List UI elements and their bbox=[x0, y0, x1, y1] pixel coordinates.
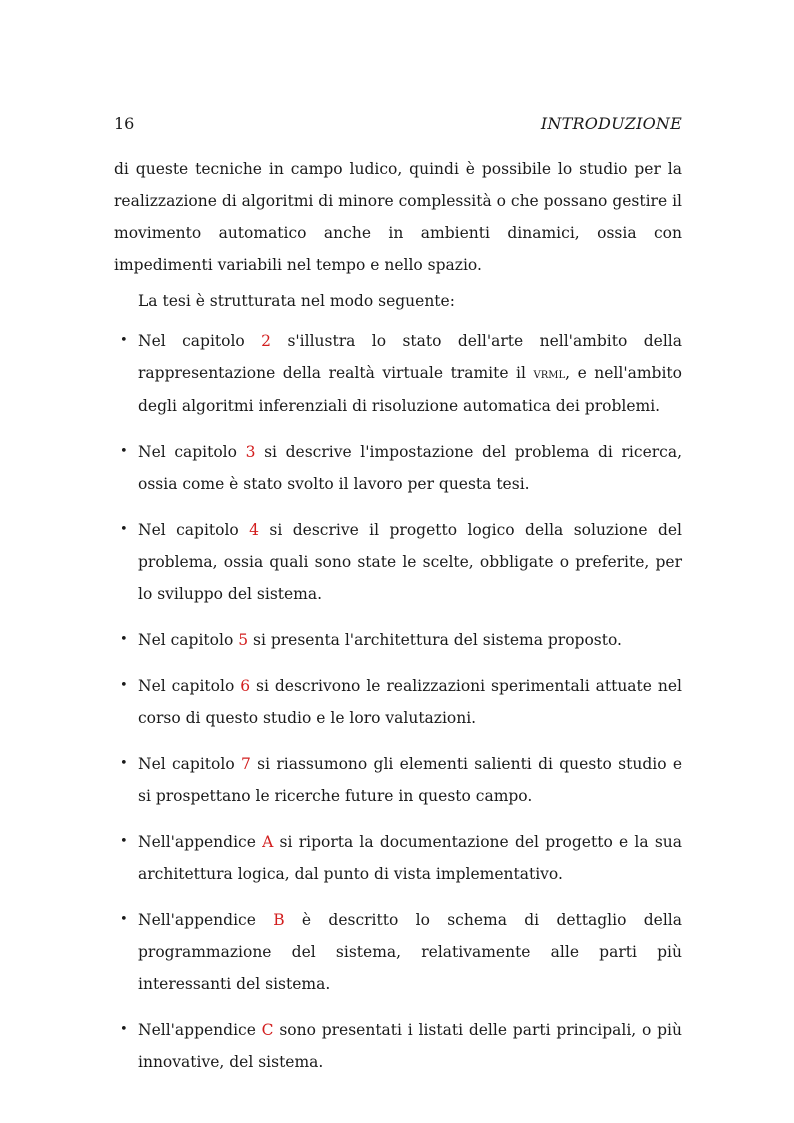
list-item bbox=[114, 904, 682, 1000]
bullet-icon: • bbox=[120, 678, 128, 693]
structure-intro: La tesi è strutturata nel modo seguente: bbox=[138, 292, 455, 310]
bullet-icon: • bbox=[120, 834, 128, 849]
intro-paragraph: di queste tecniche in campo ludico, quindi è possibile lo studio per la realizzazione di algoritmi di minore complessità o che possano gestire il movimento automatico anche in ambienti dinamici, ossia con impedimenti variabili nel tempo e nello spazio. bbox=[114, 160, 682, 274]
item-prefix: Nel capitolo bbox=[138, 631, 239, 649]
cross-reference-link[interactable]: 5 bbox=[238, 631, 249, 649]
acronym: vrml bbox=[533, 366, 566, 382]
list-item bbox=[114, 748, 682, 812]
item-prefix: Nel capitolo bbox=[138, 677, 241, 695]
item-prefix: Nel capitolo bbox=[138, 755, 241, 773]
list-item bbox=[114, 514, 682, 610]
item-text: è descritto lo schema di dettaglio della programmazione del sistema, relativamente alle parti più interessanti del sistema. bbox=[138, 911, 682, 993]
list-item bbox=[114, 1014, 682, 1078]
cross-reference-link[interactable]: 2 bbox=[261, 332, 272, 350]
item-text: si descrive il progetto logico della soluzione del problema, ossia quali sono state le scelte, obbligate o preferite, per lo sviluppo del sistema. bbox=[138, 521, 682, 603]
item-prefix: Nell'appendice bbox=[138, 1021, 262, 1039]
cross-reference-link[interactable]: 6 bbox=[240, 677, 251, 695]
cross-reference-link[interactable]: A bbox=[262, 833, 274, 851]
item-prefix: Nel capitolo bbox=[138, 443, 246, 461]
cross-reference-link[interactable]: 7 bbox=[240, 755, 251, 773]
page-body bbox=[114, 153, 682, 1092]
bullet-icon: • bbox=[120, 1022, 128, 1037]
bullet-icon: • bbox=[120, 632, 128, 647]
bullet-icon: • bbox=[120, 522, 128, 537]
list-item bbox=[114, 826, 682, 890]
cross-reference-link[interactable]: 3 bbox=[245, 443, 256, 461]
bullet-icon: • bbox=[120, 756, 128, 771]
list-item bbox=[114, 325, 682, 422]
item-text-tail: , e nell'ambito degli algoritmi inferenziali di risoluzione automatica dei problemi. bbox=[138, 364, 682, 415]
cross-reference-link[interactable]: 4 bbox=[249, 521, 260, 539]
item-prefix: Nell'appendice bbox=[138, 833, 263, 851]
chapter-list bbox=[114, 325, 682, 1078]
item-text: si descrive l'impostazione del problema di ricerca, ossia come è stato svolto il lavoro per questa tesi. bbox=[138, 443, 682, 493]
item-text: s'illustra lo stato dell'arte nell'ambito della rappresentazione della realtà virtuale tramite il bbox=[138, 332, 682, 382]
item-prefix: Nel capitolo bbox=[138, 332, 262, 350]
bullet-icon: • bbox=[120, 444, 128, 459]
page-number: 16 bbox=[114, 114, 135, 133]
item-text: si riporta la documentazione del progetto e la sua architettura logica, dal punto di vista implementativo. bbox=[138, 833, 683, 883]
cross-reference-link[interactable]: B bbox=[273, 911, 285, 929]
bullet-icon: • bbox=[120, 333, 128, 348]
running-title: INTRODUZIONE bbox=[540, 114, 682, 133]
page-header bbox=[114, 114, 682, 133]
item-text: si descrivono le realizzazioni sperimentali attuate nel corso di questo studio e le loro valutazioni. bbox=[138, 677, 682, 727]
list-item bbox=[114, 624, 682, 656]
item-text: si presenta l'architettura del sistema proposto. bbox=[248, 631, 622, 649]
item-prefix: Nell'appendice bbox=[138, 911, 274, 929]
list-item bbox=[114, 670, 682, 734]
bullet-icon: • bbox=[120, 912, 128, 927]
item-text: si riassumono gli elementi salienti di questo studio e si prospettano le ricerche future in questo campo. bbox=[138, 755, 683, 805]
list-item bbox=[114, 436, 682, 500]
cross-reference-link[interactable]: C bbox=[261, 1021, 274, 1039]
item-text: sono presentati i listati delle parti principali, o più innovative, del sistema. bbox=[138, 1021, 682, 1071]
item-prefix: Nel capitolo bbox=[138, 521, 250, 539]
